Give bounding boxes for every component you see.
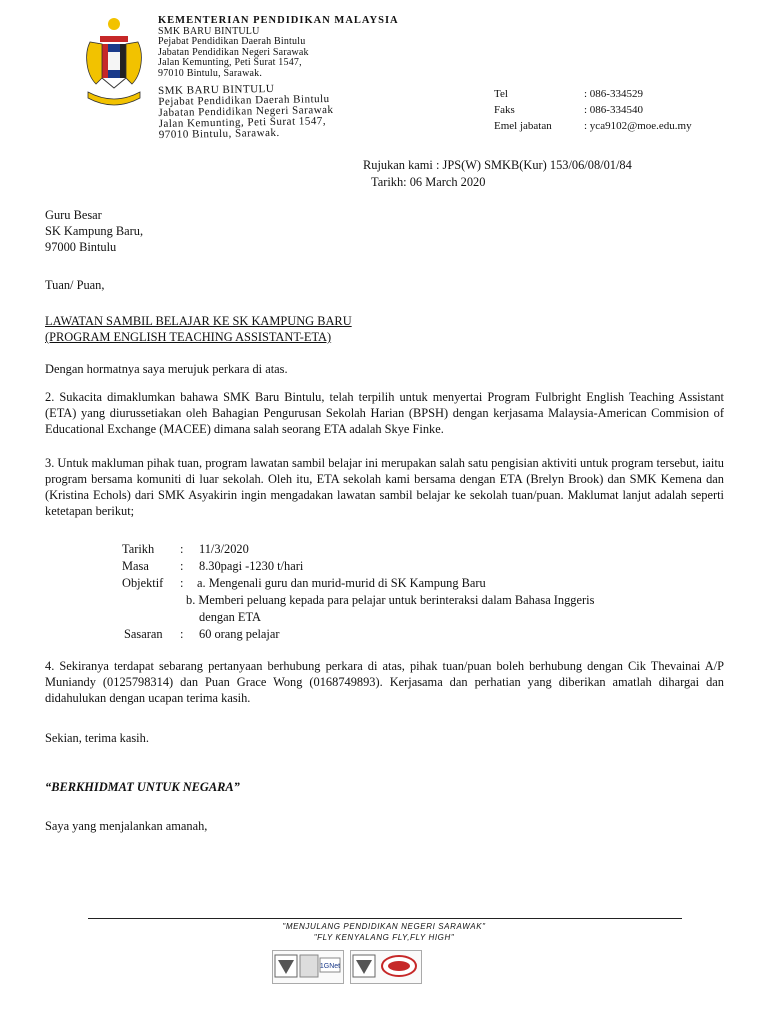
footer-tagline: "FLY KENYALANG FLY,FLY HIGH" bbox=[313, 933, 455, 942]
tarikh-label: Tarikh bbox=[122, 542, 155, 556]
email-value: : yca9102@moe.edu.my bbox=[584, 120, 692, 132]
signoff: Saya yang menjalankan amanah, bbox=[45, 819, 208, 833]
recipient-line: Guru Besar bbox=[45, 208, 102, 222]
salutation: Tuan/ Puan, bbox=[45, 278, 105, 292]
state-dept-small: Jabatan Pendidikan Negeri Sarawak bbox=[158, 46, 309, 58]
tel-value: : 086-334529 bbox=[584, 88, 643, 100]
footer-logos bbox=[272, 950, 424, 984]
objektif-label: Objektif bbox=[122, 576, 164, 590]
objektif-item-b: b. Memberi peluang kepada para pelajar untuk berinteraksi dalam Bahasa Inggeris bbox=[186, 593, 595, 607]
school-name-small: SMK BARU BINTULU bbox=[158, 25, 260, 37]
postcode-large: 97010 Bintulu, Sarawak. bbox=[158, 126, 280, 141]
school-name-large: SMK BARU BINTULU bbox=[157, 82, 275, 97]
visit-details bbox=[0, 541, 768, 643]
recipient-line: SK Kampung Baru, bbox=[45, 224, 144, 238]
objektif-item-a: a. Mengenali guru dan murid-murid di SK Kampung Baru bbox=[197, 576, 486, 590]
footer-motto: "MENJULANG PENDIDIKAN NEGERI SARAWAK" bbox=[282, 922, 486, 931]
subject-title bbox=[45, 313, 352, 345]
letterhead-block bbox=[158, 16, 399, 79]
certification-logo-2 bbox=[350, 950, 422, 984]
paragraph-3: 3. Untuk makluman pihak tuan, program lawatan sambil belajar ini merupakan salah satu pengisian aktiviti untuk program tersebut, iaitu program bersama komuniti di luar sekolah. Oleh itu, ETA sekolah kami bersama dengan ETA (Brelyn Brook) dan SMK Kemena dan (Kristina Echols) dari SMK Asyakirin ingin mengadakan lawatan sambil belajar ke sekolah tuan/puan. Maklumat lanjut adalah seperti ketetapan berikut; bbox=[45, 456, 724, 518]
masa-value: 8.30pagi -1230 t/hari bbox=[199, 559, 304, 573]
ministry-name: KEMENTERIAN PENDIDIKAN MALAYSIA bbox=[158, 15, 399, 26]
sasaran-colon: : bbox=[180, 627, 184, 641]
fax-value: : 086-334540 bbox=[584, 104, 643, 116]
street-large: Jalan Kemunting, Peti Surat 1547, bbox=[158, 115, 327, 130]
certification-logo-1 bbox=[272, 950, 344, 984]
email-label: Emel jabatan bbox=[494, 120, 552, 132]
subject-line: (PROGRAM ENGLISH TEACHING ASSISTANT-ETA) bbox=[45, 330, 332, 344]
state-dept-large: Jabatan Pendidikan Negeri Sarawak bbox=[158, 103, 334, 119]
coat-of-arms-crest bbox=[82, 14, 146, 126]
motto: “BERKHIDMAT UNTUK NEGARA” bbox=[45, 780, 240, 794]
contact-block bbox=[494, 86, 692, 134]
fax-label: Faks bbox=[494, 104, 515, 116]
subject-line: LAWATAN SAMBIL BELAJAR KE SK KAMPUNG BARU bbox=[45, 314, 352, 328]
letterhead-block-large bbox=[158, 83, 334, 141]
ignet-logo-text: 1GNet bbox=[319, 963, 341, 970]
street-small: Jalan Kemunting, Peti Surat 1547, bbox=[158, 57, 302, 68]
closing: Sekian, terima kasih. bbox=[45, 731, 149, 745]
letter-date: Tarikh: 06 March 2020 bbox=[371, 175, 486, 189]
masa-label: Masa bbox=[122, 559, 149, 573]
sasaran-label: Sasaran bbox=[124, 627, 163, 641]
tel-label: Tel bbox=[494, 88, 508, 100]
masa-colon: : bbox=[180, 559, 184, 573]
recipient-address bbox=[45, 207, 143, 255]
sasaran-value: 60 orang pelajar bbox=[199, 627, 280, 641]
tarikh-colon: : bbox=[180, 542, 184, 556]
paragraph-4: 4. Sekiranya terdapat sebarang pertanyaan berhubung perkara di atas, pihak tuan/puan boleh berhubung dengan Cik Thevainai A/P Muniandy (0125798314) dan Puan Grace Wong (0168749893). Kerjasama dan perhatian yang diberikan amatlah dihargai dan didahulukan dengan ucapan terima kasih. bbox=[45, 659, 724, 705]
footer-divider bbox=[88, 918, 682, 919]
recipient-line: 97000 Bintulu bbox=[45, 240, 117, 254]
paragraph-1: Dengan hormatnya saya merujuk perkara di atas. bbox=[45, 362, 288, 376]
paragraph-2: 2. Sukacita dimaklumkan bahawa SMK Baru Bintulu, telah terpilih untuk menyertai Program Fulbright English Teaching Assistant (ETA) yang diurussetiakan oleh Bahagian Pengurusan Sekolah Harian (BPSH) dengan kerjasama Malaysia-American Commision of Educational Exchange (MACEE) dimana salah seorang ETA adalah Skye Finke. bbox=[45, 390, 724, 436]
tarikh-value: 11/3/2020 bbox=[199, 542, 249, 556]
postcode-small: 97010 Bintulu, Sarawak. bbox=[158, 67, 263, 79]
objektif-item-b-cont: dengan ETA bbox=[199, 610, 261, 624]
objektif-colon: : bbox=[180, 576, 184, 590]
district-office-small: Pejabat Pendidikan Daerah Bintulu bbox=[158, 36, 306, 47]
reference-number: Rujukan kami : JPS(W) SMKB(Kur) 153/06/08/01/84 bbox=[363, 158, 632, 172]
district-office-large: Pejabat Pendidikan Daerah Bintulu bbox=[158, 93, 330, 108]
